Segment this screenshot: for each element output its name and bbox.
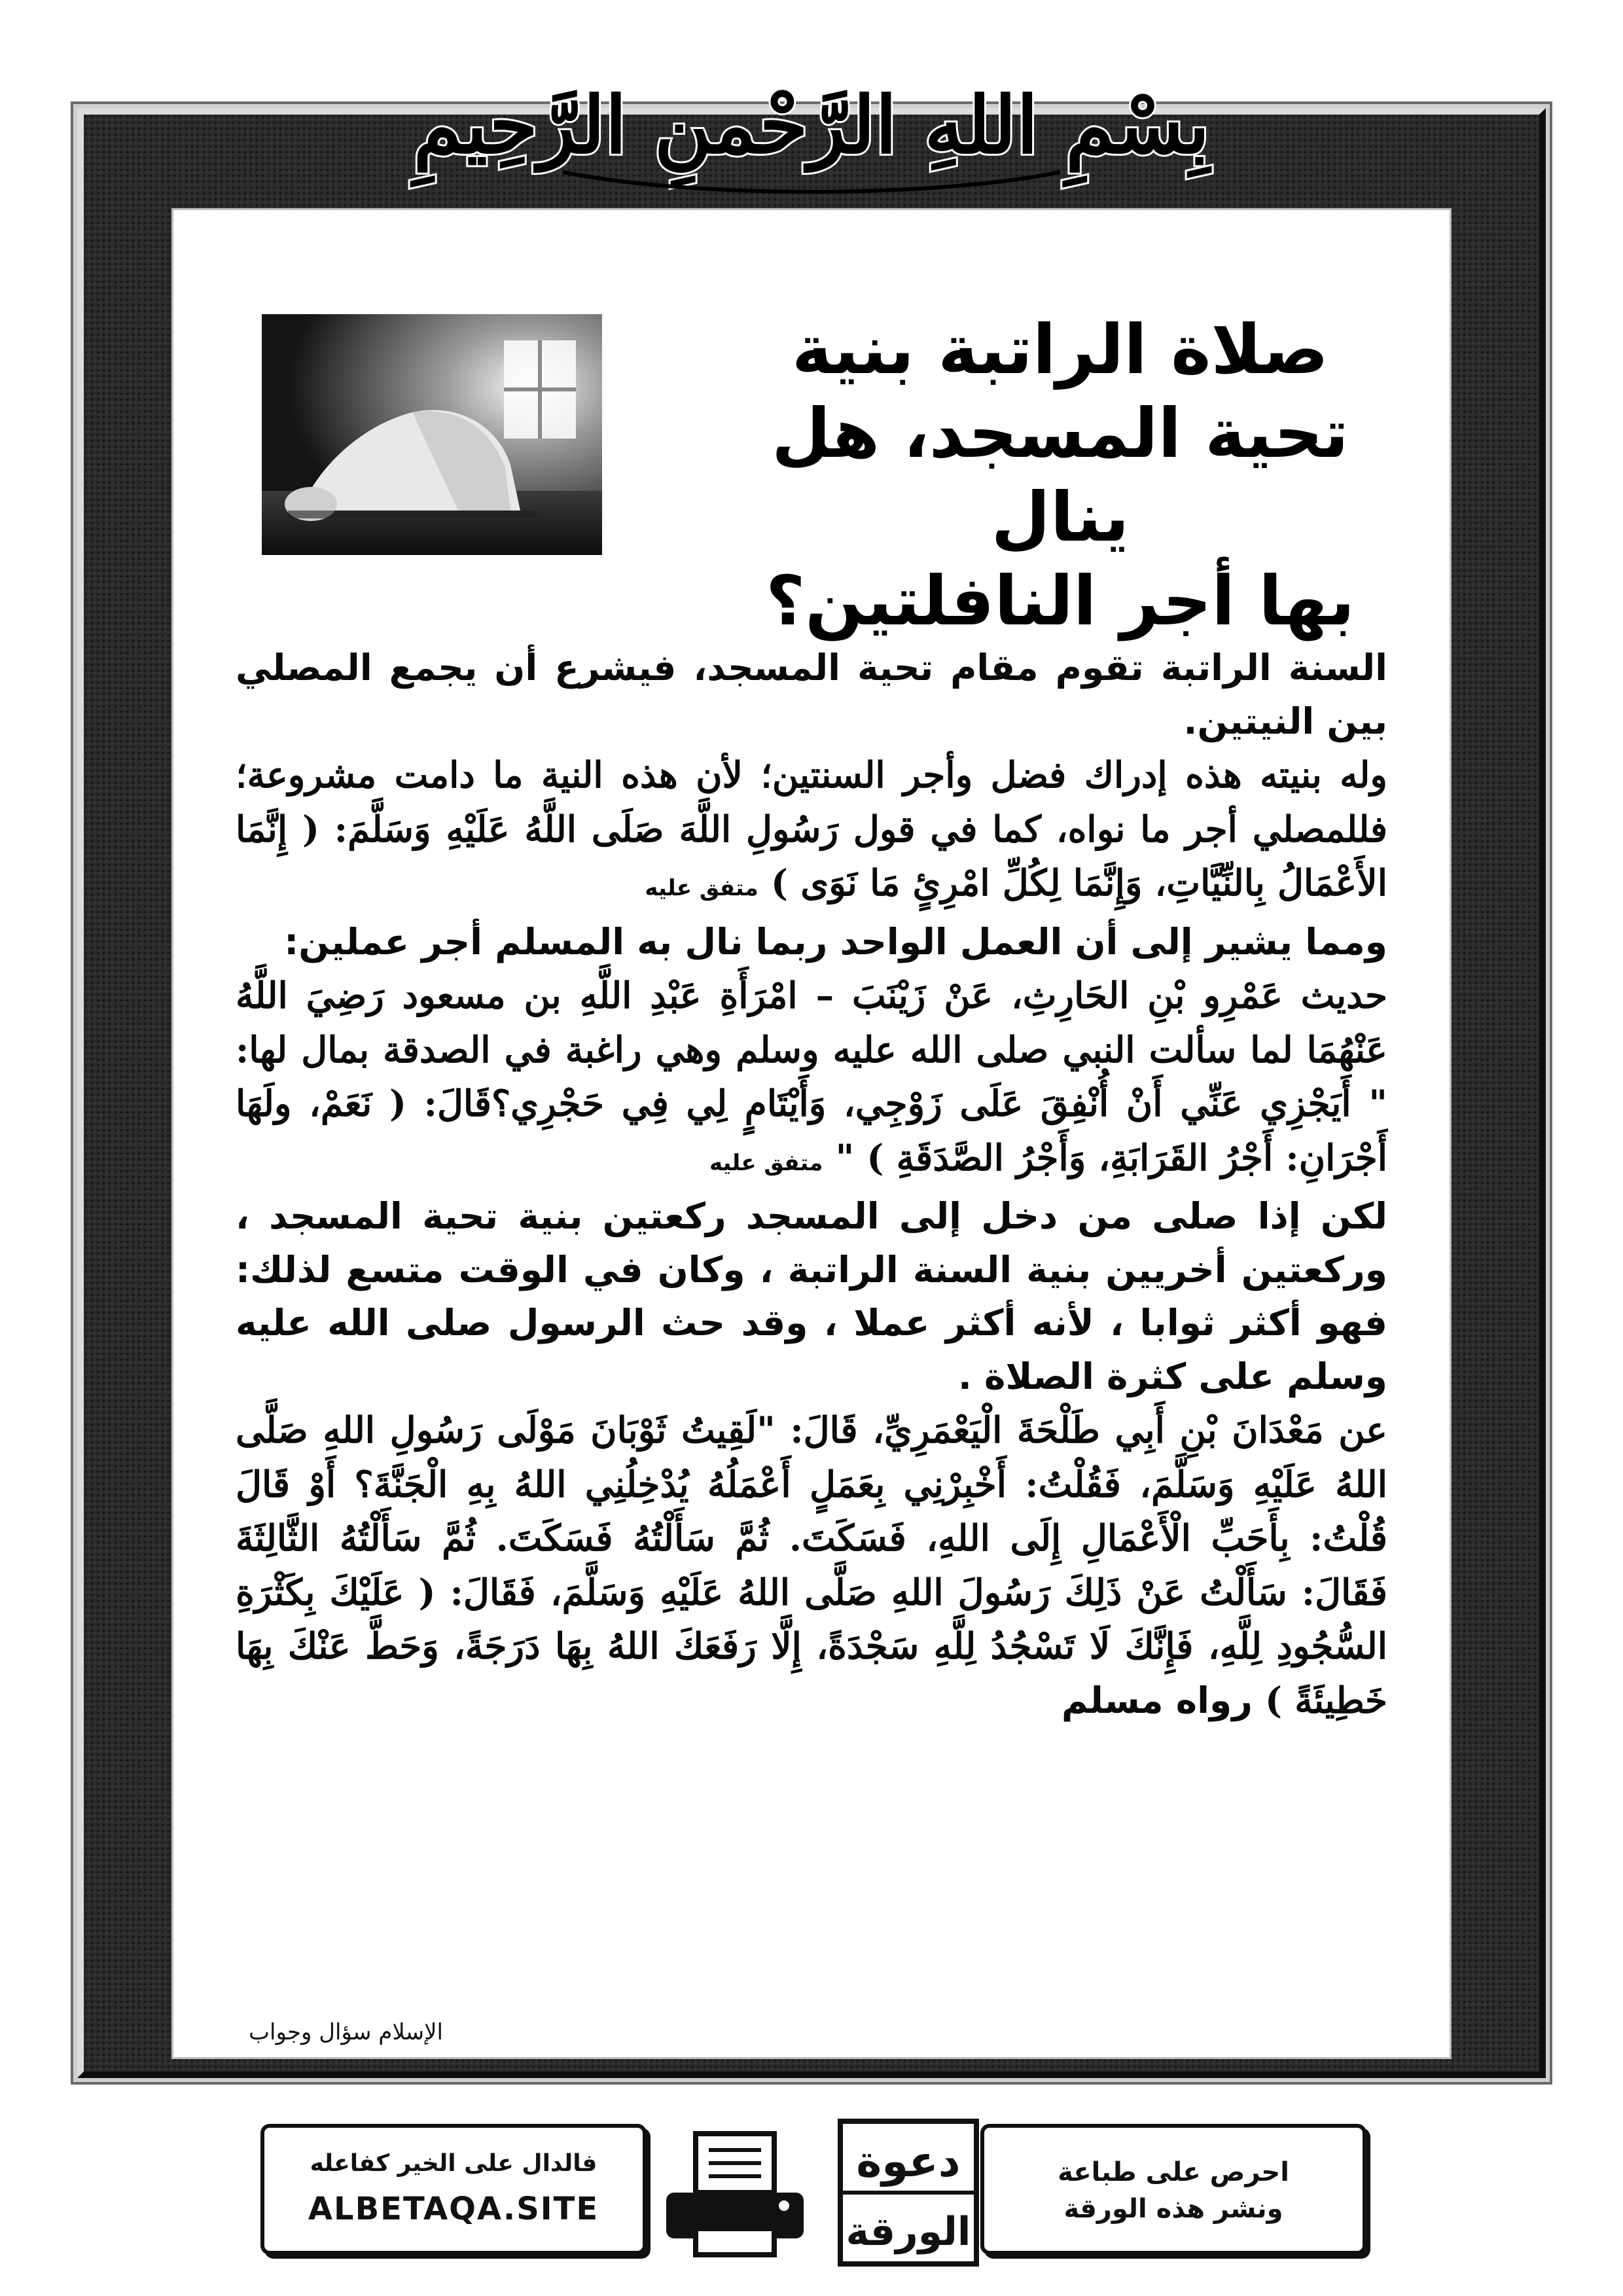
- printer-icon: [660, 2130, 810, 2261]
- paragraph-3: ومما يشير إلى أن العمل الواحد ربما نال به المسلم أجر عملين:: [284, 920, 1387, 963]
- man-praying-prostration-photo: [262, 314, 602, 555]
- footer-bar: [260, 2124, 1366, 2261]
- paragraph-6-text: عن مَعْدَانَ بْنِ أَبِي طَلْحَةَ الْيَعْمَرِيِّ، قَالَ: "لَقِيتُ ثَوْبَانَ مَوْلَى رَسُولِ اللهِ صَلَّى اللهُ عَلَيْهِ وَسَلَّمَ، فَقُلْتُ: أَخْبِرْنِي بِعَمَلٍ أَعْمَلُهُ يُدْخِلُنِي اللهُ بِهِ الْجَنَّةَ؟ أَوْ قَالَ قُلْتُ: بِأَحَبِّ الْأَعْمَالِ إِلَى اللهِ، فَسَكَتَ. ثُمَّ سَأَلْتُهُ فَسَكَتَ. ثُمَّ سَأَلْتُهُ الثَّالِثَةَ فَقَالَ: سَأَلْتُ عَنْ ذَلِكَ رَسُولَ اللهِ صَلَّى اللهُ عَلَيْهِ وَسَلَّمَ، فَقَالَ: ( عَلَيْكَ بِكَثْرَةِ السُّجُودِ لِلَّهِ، فَإِنَّكَ لَا تَسْجُدُ لِلَّهِ سَجْدَةً، إِلَّا رَفَعَكَ اللهُ بِهَا دَرَجَةً، وَحَطَّ عَنْكَ بِهَا خَطِيئَةً ): [236, 1408, 1387, 1721]
- basmala-calligraphy: [413, 31, 1210, 208]
- article-body: [236, 641, 1387, 1727]
- title-line-3: بها أجر النافلتين؟: [765, 561, 1355, 641]
- paragraph-2-reference: متفق عليه: [645, 875, 758, 901]
- paragraph-6-reference: رواه مسلم: [1061, 1679, 1253, 1721]
- logo-bottom-text: الورقة: [846, 2209, 971, 2255]
- footer-website-box: [260, 2124, 647, 2255]
- paragraph-6: [236, 1403, 1387, 1727]
- paragraph-4-reference: متفق عليه: [709, 1149, 823, 1176]
- paragraph-2: [236, 748, 1387, 916]
- paragraph-4: [236, 969, 1387, 1190]
- footer-reminder-line-2: ونشر هذه الورقة: [1063, 2194, 1283, 2224]
- footer-website-link[interactable]: ALBETAQA.SITE: [308, 2191, 599, 2227]
- page-title: [733, 308, 1387, 643]
- footer-proverb: فالدال على الخير كفاعله: [310, 2150, 597, 2177]
- basmala-text: بِسْمِ اللهِ الرَّحْمنِ الرَّحِيمِ: [413, 79, 1210, 171]
- source-credit: الإسلام سؤال وجواب: [249, 2019, 443, 2045]
- title-line-2: تحية المسجد، هل ينال: [772, 393, 1349, 557]
- paragraph-2-text: وله بنيته هذه إدراك فضل وأجر السنتين؛ لأن هذه النية ما دامت مشروعة؛ فللمصلي أجر ما نواه، كما في قول رَسُولِ اللَّهَ صَلَى اللَّهُ عَلَيْهِ وَسَلَّمَ: ( إِنَّمَا الأَعْمَالُ بِالنِّيَّاتِ، وَإِنَّمَا لِكُلِّ امْرِئٍ مَا نَوَى ): [236, 753, 1387, 904]
- paragraph-5: لكن إذا صلى من دخل إلى المسجد ركعتين بنية تحية المسجد ، وركعتين أخريين بنية السنة الراتبة ، وكان في الوقت متسع لذلك: فهو أكثر ثوابا ، لأنه أكثر عملا ، وقد حث الرسول صلى الله عليه وسلم على كثرة الصلاة .: [236, 1195, 1387, 1397]
- paragraph-1: السنة الراتبة تقوم مقام تحية المسجد، فيشرع أن يجمع المصلي بين النيتين.: [236, 647, 1387, 742]
- logo-top-text: دعوة: [856, 2136, 961, 2187]
- title-line-1: صلاة الراتبة بنية: [792, 310, 1329, 389]
- footer-reminder-line-1: احرص على طباعة: [1058, 2157, 1289, 2187]
- dawa-waraqa-logo: [836, 2117, 980, 2268]
- footer-print-reminder: [980, 2124, 1366, 2255]
- paragraph-4-text: حديث عَمْرِو بْنِ الحَارِثِ، عَنْ زَيْنَبَ – امْرَأَةِ عَبْدِ اللَّهِ بن مسعود رَضِيَ اللَّهُ عَنْهُمَا لما سألت النبي صلى الله عليه وسلم وهي راغبة في الصدقة بمال لها: " أَيَجْزِي عَنِّي أَنْ أُنْفِقَ عَلَى زَوْجِي، وَأَيْتَامٍ لِي فِي حَجْرِي؟قَالَ: ( نَعَمْ، ولَهَا أَجْرَانِ: أَجْرُ القَرَابَةِ، وَأَجْرُ الصَّدَقَةِ ) ": [236, 974, 1387, 1179]
